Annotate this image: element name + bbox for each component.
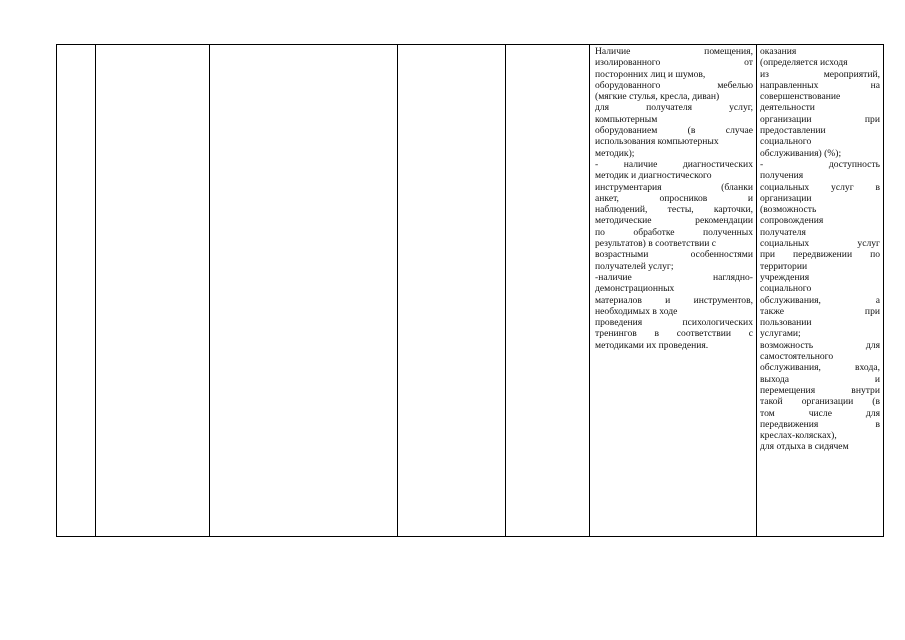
cell-service-timing xyxy=(398,45,506,537)
text-line: тренингов в соответствии с xyxy=(595,328,753,340)
text-line: для отдыха в сидячем xyxy=(760,441,849,453)
text-line: совершенствование xyxy=(760,91,841,103)
text-line: выхода и xyxy=(760,373,880,385)
text-line: (возможность xyxy=(760,204,817,216)
text-line: обслуживания, входа, xyxy=(760,362,880,374)
text-line: деятельности xyxy=(760,102,815,114)
text-line: -наличие наглядно- xyxy=(595,271,753,283)
text-line: методические рекомендации xyxy=(595,215,753,227)
text-line: креслах-колясках), xyxy=(760,430,837,442)
text-line: изолированного от xyxy=(595,57,753,69)
text-line: сопровождения xyxy=(760,215,824,227)
text-line: использования компьютерных xyxy=(595,136,719,148)
text-line: (определяется исходя xyxy=(760,57,848,69)
text-line: также при xyxy=(760,305,880,317)
text-line: методик и диагностического xyxy=(595,170,712,182)
text-line: территории xyxy=(760,260,808,272)
text-line: обслуживания) (%); xyxy=(760,147,842,159)
text-line: Наличие помещения, xyxy=(595,46,753,57)
text-line: передвижения в xyxy=(760,418,880,430)
text-line: результатов) в соответствии с xyxy=(595,238,717,250)
text-line: организации xyxy=(760,192,812,204)
cell-service-name xyxy=(96,45,210,537)
cell-service-description xyxy=(210,45,398,537)
text-line: для получателя услуг, xyxy=(595,102,753,114)
text-line: оказания xyxy=(760,46,797,57)
text-line: самостоятельного xyxy=(760,351,834,363)
text-line: материалов и инструментов, xyxy=(595,294,753,306)
cell-number xyxy=(57,45,96,537)
text-line: при передвижении по xyxy=(760,249,880,261)
text-line: обслуживания, а xyxy=(760,294,880,306)
text-line: оборудованного мебелью xyxy=(595,79,753,91)
text-line: организации при xyxy=(760,113,880,125)
cell-quality-indicators xyxy=(757,45,884,537)
text-line: из мероприятий, xyxy=(760,68,880,80)
text-line: получения xyxy=(760,170,804,182)
text-line: получателей услуг; xyxy=(595,260,674,272)
text-line: оборудованием (в случае xyxy=(595,125,753,137)
text-line: предоставлении xyxy=(760,125,826,137)
text-line: демонстрационных xyxy=(595,283,675,295)
text-line: проведения психологических xyxy=(595,317,753,329)
text-line: возможность для xyxy=(760,339,880,351)
text-line: получателя xyxy=(760,226,806,238)
text-line: методик); xyxy=(595,147,635,159)
text-line: социального xyxy=(760,136,812,148)
text-line: пользовании xyxy=(760,317,812,329)
text-line: возрастными особенностями xyxy=(595,249,753,261)
text-line: наблюдений, тесты, карточки, xyxy=(595,204,753,216)
provision-conditions-text xyxy=(590,45,756,351)
text-line: том числе для xyxy=(760,407,880,419)
text-line: социальных услуг xyxy=(760,238,880,250)
quality-indicators-text xyxy=(757,45,883,453)
text-line: методиками их проведения. xyxy=(595,339,709,351)
text-line: - доступность xyxy=(760,158,880,170)
text-line: социального xyxy=(760,283,812,295)
text-line: такой организации (в xyxy=(760,396,880,408)
text-line: перемещения внутри xyxy=(760,384,880,396)
services-table xyxy=(56,44,884,537)
text-line: учреждения xyxy=(760,271,810,283)
text-line: инструментария (бланки xyxy=(595,181,753,193)
text-line: (мягкие стулья, кресла, диван) xyxy=(595,91,720,103)
text-line: по обработке полученных xyxy=(595,226,753,238)
text-line: услугами; xyxy=(760,328,801,340)
table-row xyxy=(57,45,884,537)
cell-per-unit-norm xyxy=(506,45,590,537)
text-line: направленных на xyxy=(760,79,880,91)
text-line: посторонних лиц и шумов, xyxy=(595,68,706,80)
text-line: компьютерным xyxy=(595,113,658,125)
text-line: - наличие диагностических xyxy=(595,158,753,170)
text-line: социальных услуг в xyxy=(760,181,880,193)
text-line: необходимых в ходе xyxy=(595,305,678,317)
text-line: анкет, опросников и xyxy=(595,192,753,204)
cell-provision-conditions xyxy=(590,45,757,537)
